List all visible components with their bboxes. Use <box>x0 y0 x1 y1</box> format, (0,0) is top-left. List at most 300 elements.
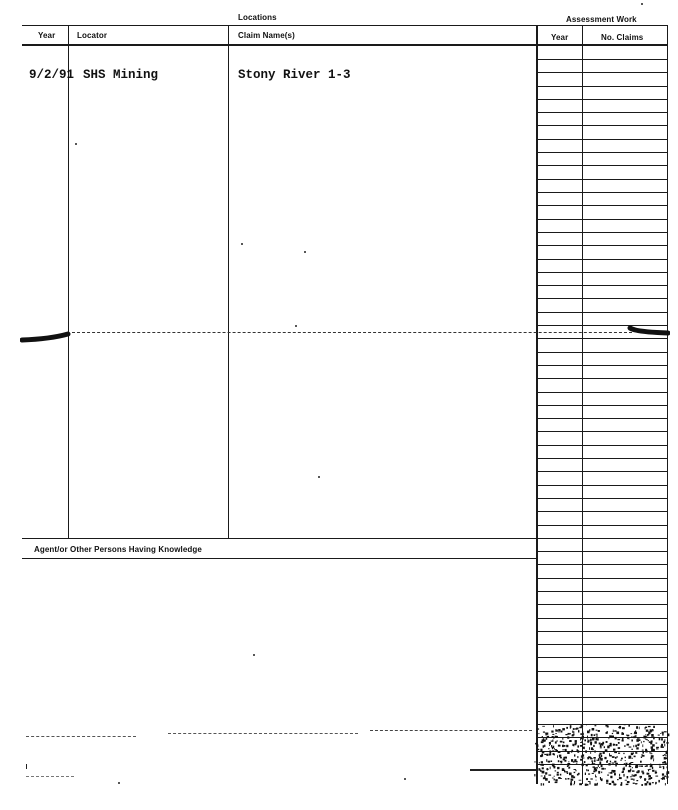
noise-speck <box>648 770 649 772</box>
assessment-work-row-line <box>537 405 668 406</box>
noise-speck <box>629 747 632 748</box>
assessment-work-row-line <box>537 538 668 539</box>
agent-section-label: Agent/or Other Persons Having Knowledge <box>34 545 202 554</box>
noise-speck <box>662 773 664 775</box>
noise-speck <box>650 763 651 764</box>
assessment-work-row-line <box>537 657 668 658</box>
noise-speck <box>614 773 616 775</box>
noise-speck <box>612 763 615 764</box>
noise-speck <box>623 753 624 754</box>
agent-section-bottom-rule <box>22 558 537 559</box>
noise-speck <box>631 753 633 756</box>
noise-speck <box>649 778 651 780</box>
noise-speck <box>664 739 665 742</box>
column-header-claim-names: Claim Name(s) <box>238 31 295 40</box>
noise-speck <box>579 780 582 781</box>
assessment-work-row-line <box>537 219 668 220</box>
noise-speck <box>569 773 572 776</box>
noise-speck <box>649 783 651 786</box>
noise-speck <box>666 742 668 744</box>
noise-speck <box>665 755 666 756</box>
noise-speck <box>555 750 558 751</box>
assessment-work-row-line <box>537 179 668 180</box>
noise-speck <box>667 777 669 778</box>
noise-speck <box>574 743 576 745</box>
noise-speck <box>594 783 596 785</box>
assessment-work-row-line <box>537 564 668 565</box>
noise-speck <box>616 732 619 735</box>
noise-speck <box>651 758 652 759</box>
entry-year: 9/2/91 <box>29 68 75 82</box>
noise-speck <box>540 755 542 757</box>
assessment-work-row-line <box>537 59 668 60</box>
noise-speck <box>565 772 567 773</box>
speck <box>253 654 255 656</box>
noise-speck <box>543 732 545 733</box>
assessment-work-row-line <box>537 365 668 366</box>
noise-speck <box>664 744 665 747</box>
noise-speck <box>662 777 665 780</box>
noise-speck <box>628 725 630 727</box>
noise-speck <box>607 746 609 749</box>
assessment-work-row-line <box>537 392 668 393</box>
noise-speck <box>544 745 545 747</box>
noise-speck <box>551 731 553 733</box>
column-header-locator: Locator <box>77 31 108 40</box>
assessment-work-row-line <box>537 711 668 712</box>
noise-speck <box>587 764 589 765</box>
noise-speck <box>590 778 592 779</box>
noise-speck <box>543 777 546 779</box>
noise-speck <box>663 766 665 767</box>
noise-speck <box>543 783 544 785</box>
noise-speck <box>557 767 559 769</box>
noise-speck <box>609 783 611 785</box>
noise-speck <box>572 734 573 735</box>
noise-speck <box>550 767 551 770</box>
entry-claim-names: Stony River 1-3 <box>238 68 351 82</box>
noise-speck <box>597 734 598 737</box>
speck <box>318 476 320 478</box>
noise-speck <box>594 750 595 752</box>
noise-speck <box>633 779 634 781</box>
noise-speck <box>639 766 641 767</box>
noise-speck <box>631 740 633 742</box>
noise-speck <box>580 739 581 741</box>
noise-speck <box>568 764 569 766</box>
noise-speck <box>629 763 631 764</box>
noise-speck <box>635 745 637 747</box>
noise-speck <box>560 778 562 779</box>
noise-speck <box>622 770 623 773</box>
noise-speck <box>583 736 584 739</box>
noise-speck <box>664 731 667 732</box>
assessment-work-row-line <box>537 471 668 472</box>
assessment-work-row-line <box>537 232 668 233</box>
noise-speck <box>631 749 633 750</box>
noise-speck <box>534 774 535 776</box>
speck <box>404 778 406 780</box>
noise-speck <box>612 733 613 734</box>
assessment-work-row-line <box>537 418 668 419</box>
noise-speck <box>556 730 558 732</box>
noise-speck <box>630 769 631 771</box>
scan-noise-block <box>520 720 670 786</box>
noise-speck <box>552 736 554 738</box>
noise-speck <box>624 763 625 764</box>
noise-speck <box>609 735 611 737</box>
noise-speck <box>574 769 577 770</box>
noise-speck <box>613 770 616 773</box>
noise-speck <box>567 772 569 774</box>
noise-speck <box>631 736 633 737</box>
assessment-work-row-line <box>537 72 668 73</box>
noise-speck <box>584 747 585 750</box>
noise-speck <box>551 741 553 742</box>
assessment-work-row-line <box>537 498 668 499</box>
noise-speck <box>555 782 558 783</box>
assessment-work-row-line <box>537 285 668 286</box>
noise-speck <box>593 771 595 773</box>
noise-speck <box>542 764 544 766</box>
noise-speck <box>551 761 553 763</box>
speck <box>118 782 120 784</box>
noise-speck <box>550 742 551 745</box>
noise-speck <box>571 779 574 781</box>
noise-speck <box>641 741 642 743</box>
noise-speck <box>648 740 649 741</box>
assessment-work-row-line <box>537 604 668 605</box>
bottom-artifact-line-3 <box>370 730 532 732</box>
noise-speck <box>613 749 615 751</box>
noise-speck <box>621 733 624 735</box>
noise-speck <box>592 762 593 765</box>
noise-speck <box>588 781 591 782</box>
noise-speck <box>535 761 536 762</box>
noise-speck <box>642 755 645 757</box>
noise-speck <box>618 753 620 754</box>
speck <box>304 251 306 253</box>
speck <box>641 3 643 5</box>
noise-speck <box>552 734 554 735</box>
noise-speck <box>574 783 575 784</box>
noise-speck <box>558 732 560 733</box>
noise-speck <box>545 733 547 734</box>
noise-speck <box>634 732 636 734</box>
noise-speck <box>648 779 649 780</box>
noise-speck <box>590 751 591 754</box>
noise-speck <box>649 752 651 753</box>
noise-speck <box>601 755 602 757</box>
noise-speck <box>625 764 627 767</box>
noise-speck <box>652 770 654 772</box>
noise-speck <box>556 741 558 742</box>
noise-speck <box>583 733 584 736</box>
noise-speck <box>547 736 549 737</box>
noise-speck <box>609 755 612 757</box>
noise-speck <box>554 748 555 749</box>
noise-speck <box>651 734 654 737</box>
noise-speck <box>548 775 551 776</box>
noise-speck <box>663 767 664 769</box>
noise-speck <box>587 741 589 743</box>
noise-speck <box>619 774 620 777</box>
noise-speck <box>597 783 598 785</box>
noise-speck <box>658 780 660 783</box>
noise-speck <box>601 772 602 774</box>
noise-speck <box>541 761 543 763</box>
noise-speck <box>640 761 642 763</box>
right-fold-mark <box>626 324 670 340</box>
noise-speck <box>583 744 585 745</box>
noise-speck <box>560 761 562 762</box>
noise-speck <box>620 784 622 786</box>
noise-speck <box>600 758 603 761</box>
noise-speck <box>586 724 587 725</box>
noise-speck <box>552 778 554 779</box>
noise-speck <box>607 760 608 761</box>
noise-speck <box>553 753 555 755</box>
noise-speck <box>538 749 540 750</box>
noise-speck <box>541 741 544 743</box>
column-header-aw-no-claims: No. Claims <box>601 33 644 42</box>
assessment-work-row-line <box>537 578 668 579</box>
assessment-work-row-line <box>537 205 668 206</box>
noise-speck <box>598 730 600 732</box>
noise-speck <box>586 778 588 780</box>
noise-speck <box>650 765 653 767</box>
noise-speck <box>662 746 664 748</box>
noise-speck <box>560 741 562 743</box>
noise-speck <box>614 761 616 763</box>
noise-speck <box>564 745 566 747</box>
noise-speck <box>599 743 601 745</box>
noise-speck <box>582 764 584 767</box>
noise-speck <box>590 758 593 759</box>
noise-speck <box>616 784 617 785</box>
noise-speck <box>633 745 634 747</box>
noise-speck <box>606 732 608 734</box>
assessment-work-row-line <box>537 485 668 486</box>
noise-speck <box>577 774 579 775</box>
noise-speck <box>541 783 542 786</box>
noise-speck <box>650 753 652 754</box>
noise-speck <box>658 735 660 736</box>
noise-speck <box>621 782 623 784</box>
noise-speck <box>647 781 649 783</box>
noise-speck <box>653 737 655 740</box>
noise-speck <box>589 747 590 750</box>
noise-speck <box>600 779 603 781</box>
noise-speck <box>587 731 590 734</box>
noise-speck <box>569 740 571 742</box>
noise-speck <box>648 726 651 727</box>
entry-locator: SHS Mining <box>83 68 159 82</box>
noise-speck <box>640 776 643 778</box>
noise-speck <box>631 779 634 780</box>
noise-speck <box>659 764 661 766</box>
noise-speck <box>629 764 630 766</box>
noise-speck <box>652 744 655 746</box>
noise-speck <box>573 776 575 778</box>
noise-speck <box>661 738 663 740</box>
noise-speck <box>555 733 556 734</box>
noise-speck <box>539 762 540 763</box>
noise-speck <box>636 726 638 729</box>
noise-speck <box>645 783 648 785</box>
noise-speck <box>655 783 656 784</box>
noise-speck <box>555 741 557 743</box>
noise-speck <box>577 756 578 758</box>
noise-speck <box>667 771 670 774</box>
noise-speck <box>550 751 551 754</box>
assessment-work-title: Assessment Work <box>566 15 637 24</box>
noise-speck <box>545 772 547 774</box>
noise-speck <box>587 784 589 786</box>
noise-speck <box>552 750 554 751</box>
noise-speck <box>641 771 642 773</box>
noise-speck <box>626 784 629 785</box>
noise-speck <box>648 769 651 770</box>
noise-speck <box>593 745 595 747</box>
noise-speck <box>570 783 572 785</box>
noise-speck <box>570 725 572 728</box>
fold-line <box>72 332 632 334</box>
noise-speck <box>624 767 625 768</box>
noise-speck <box>611 736 614 738</box>
noise-speck <box>547 769 549 770</box>
noise-speck <box>616 744 618 746</box>
noise-speck <box>621 758 623 760</box>
noise-speck <box>632 767 633 768</box>
noise-speck <box>557 755 558 758</box>
noise-speck <box>642 744 643 747</box>
noise-speck <box>565 749 567 751</box>
noise-speck <box>592 773 594 774</box>
noise-speck <box>616 756 618 757</box>
noise-speck <box>578 730 579 732</box>
noise-speck <box>588 773 590 774</box>
noise-speck <box>555 770 557 771</box>
noise-speck <box>557 774 559 776</box>
noise-speck <box>637 738 640 739</box>
noise-speck <box>625 780 627 781</box>
divider-locator-claims <box>228 26 229 538</box>
noise-speck <box>629 756 632 758</box>
noise-speck <box>601 765 603 768</box>
noise-speck <box>592 728 595 731</box>
noise-speck <box>615 737 617 740</box>
noise-speck <box>582 739 583 740</box>
noise-speck <box>549 754 550 756</box>
noise-speck <box>641 784 643 786</box>
noise-speck <box>653 760 654 761</box>
noise-speck <box>576 763 578 764</box>
noise-speck <box>620 760 622 761</box>
noise-speck <box>538 768 540 771</box>
noise-speck <box>609 738 610 739</box>
noise-speck <box>645 734 646 735</box>
noise-speck <box>581 755 582 758</box>
noise-speck <box>667 766 669 768</box>
noise-speck <box>542 771 545 774</box>
noise-speck <box>652 782 654 783</box>
noise-speck <box>618 742 620 744</box>
noise-speck <box>637 753 638 754</box>
speck <box>295 325 297 327</box>
noise-speck <box>580 759 583 761</box>
noise-speck <box>577 749 579 751</box>
noise-speck <box>645 737 646 738</box>
noise-speck <box>574 759 576 762</box>
noise-speck <box>615 757 617 759</box>
noise-speck <box>623 774 624 777</box>
noise-speck <box>608 763 610 765</box>
noise-speck <box>667 734 669 737</box>
noise-speck <box>646 730 649 732</box>
noise-speck <box>558 745 561 747</box>
noise-speck <box>632 770 635 771</box>
noise-speck <box>648 775 651 777</box>
noise-speck <box>627 744 630 746</box>
assessment-work-row-line <box>537 152 668 153</box>
noise-speck <box>627 776 629 778</box>
noise-speck <box>562 738 563 740</box>
noise-speck <box>594 734 596 736</box>
noise-speck <box>645 739 647 740</box>
noise-speck <box>631 733 633 734</box>
noise-speck <box>656 747 659 748</box>
noise-speck <box>620 737 622 738</box>
noise-speck <box>633 783 635 784</box>
noise-speck <box>554 779 555 781</box>
noise-speck <box>664 754 666 755</box>
bottom-artifact-line-5 <box>26 776 74 778</box>
agent-section-top-rule <box>22 538 537 539</box>
noise-speck <box>665 783 666 785</box>
noise-speck <box>585 773 586 775</box>
noise-speck <box>558 760 560 762</box>
noise-speck <box>548 761 550 763</box>
noise-speck <box>586 769 587 771</box>
noise-speck <box>648 734 650 735</box>
noise-speck <box>558 729 560 731</box>
noise-speck <box>610 776 612 778</box>
noise-speck <box>635 765 638 768</box>
noise-speck <box>612 770 614 772</box>
noise-speck <box>627 735 630 737</box>
assessment-work-row-line <box>537 192 668 193</box>
noise-speck <box>584 739 586 741</box>
noise-speck <box>645 727 647 728</box>
assessment-work-row-line <box>537 525 668 526</box>
noise-speck <box>636 747 638 749</box>
noise-speck <box>632 774 633 776</box>
assessment-work-row-line <box>537 684 668 685</box>
noise-speck <box>662 762 665 764</box>
noise-speck <box>546 738 547 739</box>
noise-speck <box>582 732 583 733</box>
noise-speck <box>587 736 588 738</box>
noise-speck <box>596 738 598 741</box>
noise-speck <box>624 745 626 746</box>
noise-speck <box>543 745 544 747</box>
noise-speck <box>636 780 638 781</box>
noise-speck <box>548 781 550 783</box>
noise-speck <box>607 775 609 776</box>
noise-speck <box>592 739 595 740</box>
noise-speck <box>593 763 595 764</box>
